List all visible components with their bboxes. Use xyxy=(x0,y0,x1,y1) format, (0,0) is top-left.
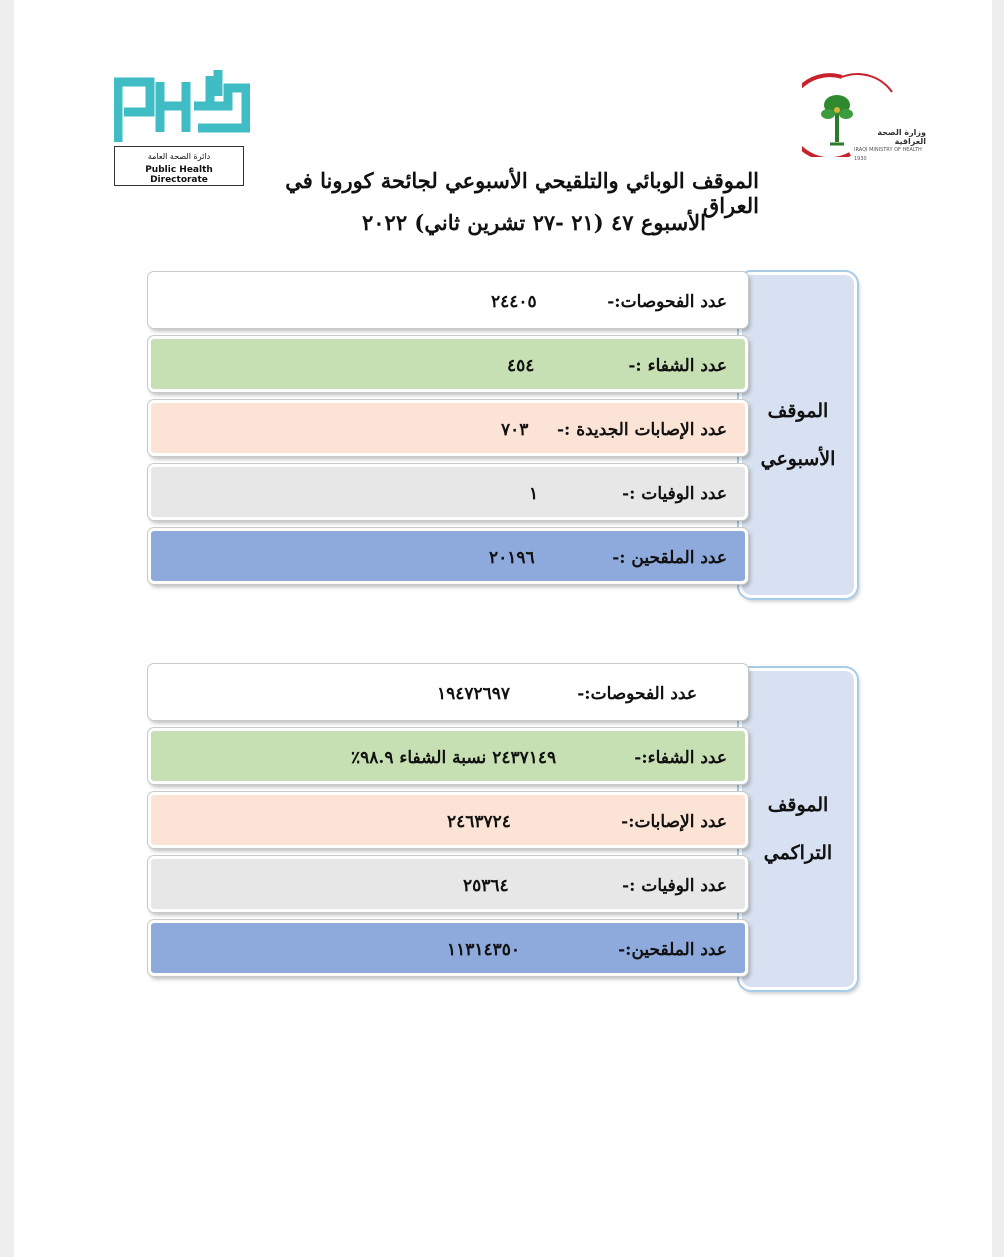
phd-caption-english: Public Health Directorate xyxy=(145,165,213,185)
ministry-year: 1930 xyxy=(854,156,867,162)
row-label: عدد الشفاء :- xyxy=(628,356,727,376)
row-label: عدد الملقحين :- xyxy=(612,548,727,568)
ministry-name-english: IRAQI MINISTRY OF HEALTH xyxy=(854,147,922,153)
row-value: ٢٠١٩٦ xyxy=(489,548,535,568)
weekly-label-line2: الأسبوعي xyxy=(760,448,836,470)
cumulative-recoveries-row xyxy=(148,728,748,784)
row-value: ١ xyxy=(529,484,539,504)
row-value: ١٩٤٧٢٦٩٧ xyxy=(437,684,511,704)
row-value: ٢٥٣٦٤ xyxy=(463,876,509,896)
row-value: ٢٤٤٠٥ xyxy=(491,292,537,312)
row-label: عدد الوفيات :- xyxy=(622,484,727,504)
row-value: ١١٣١٤٣٥٠ xyxy=(447,940,521,960)
cumulative-label-line2: التراكمي xyxy=(763,842,833,864)
cumulative-cases-row xyxy=(148,792,748,848)
cumulative-deaths-row xyxy=(148,856,748,912)
weekly-vaccinated-row xyxy=(148,528,748,584)
row-value: ٤٥٤ xyxy=(507,356,535,376)
weekly-new-cases-row xyxy=(148,400,748,456)
ministry-name xyxy=(854,128,926,164)
weekly-rows xyxy=(148,272,748,592)
cumulative-label-line1: الموقف xyxy=(767,794,829,816)
weekly-section-label xyxy=(739,272,857,598)
row-value: ٢٤٣٧١٤٩ نسبة الشفاء ٩٨.٩٪ xyxy=(351,748,557,768)
document-page xyxy=(14,0,992,1257)
row-value: ٢٤٦٣٧٢٤ xyxy=(447,812,511,832)
weekly-deaths-row xyxy=(148,464,748,520)
row-label: عدد الملقحين:- xyxy=(618,940,727,960)
row-label: عدد الإصابات الجديدة :- xyxy=(556,420,727,440)
weekly-label-line1: الموقف xyxy=(767,400,829,422)
row-label: عدد الوفيات :- xyxy=(622,876,727,896)
phd-logo-icon xyxy=(114,66,250,146)
weekly-recoveries-row xyxy=(148,336,748,392)
cumulative-rows xyxy=(148,664,748,984)
row-label: عدد الإصابات:- xyxy=(621,812,727,832)
page-title: الموقف الوبائي والتلقيحي الأسبوعي لجائحة كورونا في العراق xyxy=(285,168,759,218)
row-label: عدد الفحوصات:- xyxy=(607,292,727,312)
row-label: عدد الشفاء:- xyxy=(634,748,727,768)
ministry-name-arabic: وزارة الصحة العراقية xyxy=(877,128,926,146)
weekly-tests-row xyxy=(148,272,748,328)
cumulative-section-label xyxy=(739,668,857,990)
row-value: ٧٠٣ xyxy=(501,420,529,440)
page-subtitle: الأسبوع ٤٧ (٢١ -٢٧ تشرين ثاني) ٢٠٢٢ xyxy=(362,210,706,235)
phd-caption xyxy=(114,146,244,186)
row-label: عدد الفحوصات:- xyxy=(577,684,697,704)
cumulative-vaccinated-row xyxy=(148,920,748,976)
phd-caption-arabic: دائرة الصحة العامة xyxy=(147,152,211,161)
cumulative-tests-row xyxy=(148,664,748,720)
